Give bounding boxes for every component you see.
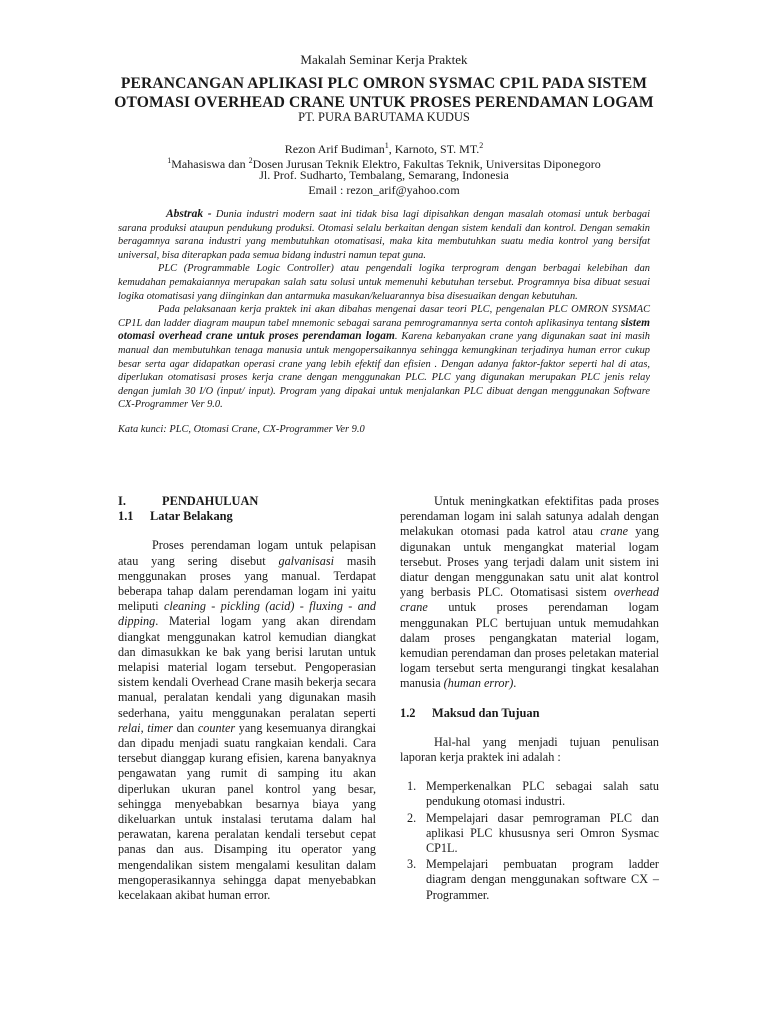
right-column [400, 494, 659, 904]
abstract [118, 208, 650, 412]
abstract-paragraph-1 [118, 208, 650, 262]
author-1-sup: 1 [384, 141, 389, 150]
rp1-text-4: . [513, 676, 517, 691]
address: Jl. Prof. Sudharto, Tembalang, Semarang, Indonesia [259, 168, 509, 182]
goal-number: 3. [407, 857, 417, 872]
rp1-italic-2: overhead crane [400, 585, 659, 615]
background-paragraph [118, 538, 376, 903]
company-name: PT. PURA BARUTAMA KUDUS [298, 110, 470, 124]
bg-italic-3: relai, timer [118, 720, 173, 735]
bg-italic-2: cleaning - pickling (acid) - fluxing - and dipping [118, 599, 376, 629]
section-title: PENDAHULUAN [162, 494, 259, 508]
abstract-p3-after: . Karena kebanyakan crane yang digunakan saat ini masih manual dan membutuhkan tenaga manusia untuk mengopersaikannya sehingga kemungkinan terjadinya human error cukup besar serta agar didapatkan operasi crane yang lebih efektif dan efisien . Dengan adanya faktor-faktor seperti hal di atas, diperlukan otomatisasi proses kerja crane dengan menggunakan PLC. PLC yang digunakan merupakan PLC jenis relay dengan jumlah 30 I/O (input/ input). Program yang dipakai untuk menjalankan PLC dibuat dengan menggunakan Software CX-Programmer Ver 9.0. [118, 331, 650, 411]
bg-text-3: . Material logam yang akan direndam diangkat menggunakan katrol kemudian diangkat dan dimasukkan ke bak yang berisi larutan untuk melapisi material logam tersebut. Pengoperasian sistem kendali Overhead Crane masih bekerja secara manual, peralatan kendali yang digunakan masih sederhana, yaitu menggunakan peralatan seperti [118, 614, 376, 720]
abstract-p3-before: Pada pelaksanaan kerja praktek ini akan dibahas mengenai dasar teori PLC, pengenalan PLC OMRON SYSMAC CP1L dan ladder diagram maupun tabel mnemonic sebagai sarana pemrogramannya serta contoh aplikasinya tentang [118, 304, 650, 329]
aff-mid: Mahasiswa dan [171, 157, 249, 171]
left-column [118, 494, 376, 903]
list-item [400, 811, 659, 857]
goal-text: Memperkenalkan PLC sebagai salah satu pendukung otomasi industri. [426, 779, 659, 809]
bg-italic-4: counter [197, 720, 236, 735]
bg-text-1: Proses perendaman logam untuk pelapisan atau yang sering disebut [118, 538, 376, 568]
abstract-p1-text: Dunia industri modern saat ini tidak bisa lagi dipisahkan dengan masalah otomasi untuk berbagai sarana produksi ataupun pendukung produksi. Otomasi selalu berkaitan dengan sistem kendali dan kontrol. Dengan semakin beragamnya sarana industri yang membutuhkan otomatisasi, maka kita membutuhkan suatu media kontrol yang bersifat universal, bisa diterapkan pada semua bidang industri namun tepat guna. [118, 209, 650, 261]
subsection-number: 1.2 [400, 705, 416, 720]
email: Email : rezon_arif@yahoo.com [308, 183, 460, 197]
section-heading-1 [118, 494, 376, 509]
aff-sup-1: 1 [167, 156, 172, 165]
aff-rest: Dosen Jurusan Teknik Elektro, Fakultas Teknik, Universitas Diponegoro [252, 157, 601, 171]
author-2-sup: 2 [479, 141, 484, 150]
list-item [400, 857, 659, 903]
subsection-number: 1.1 [118, 509, 134, 524]
author-1: Rezon Arif Budiman [284, 142, 385, 156]
author-separator: , [388, 142, 395, 156]
paper-title-line-2: OTOMASI OVERHEAD CRANE UNTUK PROSES PERENDAMAN LOGAM [114, 94, 654, 111]
rp1-text-3: untuk proses perendaman logam menggunakan PLC bertujuan untuk memudahkan dalam proses pengangkatan material logam, kemudian perendaman dan proses peletakan material logam tersebut serta mengurangi tingkat kesalahan manusia [400, 600, 659, 691]
abstract-paragraph-2: PLC (Programmable Logic Controller) atau pengendali logika terprogram dengan berbagai kelebihan dan kemudahan pemakaiannya merupakan salah satu solusi untuk memenuhi kebutuhan tersebut. Programnya bisa dibuat sesuai logika otomatisasi yang diinginkan dan antarmuka masukan/keluarannya bisa disesuaikan dengan kebutuhan. [118, 263, 650, 302]
right-paragraph-1 [400, 494, 659, 692]
goal-number: 2. [407, 810, 417, 825]
aff-sup-2: 2 [248, 156, 253, 165]
abstract-highlight: sistem otomasi overhead crane untuk proses perendaman logam [118, 316, 650, 343]
rp1-text-2: yang digunakan untuk mengangkat material logam tersebut. Proses yang terjadi dalam unit sistem ini diatur dengan menggunakan satu unit alat kontrol yang berbasis PLC. Otomatisasi sistem [400, 524, 659, 600]
goal-text: Mempelajari pembuatan program ladder diagram dengan menggunakan software CX – Programmer. [426, 857, 659, 902]
keywords: Kata kunci: PLC, Otomasi Crane, CX-Programmer Ver 9.0 [118, 424, 365, 435]
bg-text-4: dan [172, 720, 198, 735]
subsection-heading-1-2 [400, 706, 659, 721]
bg-italic-1: galvanisasi [278, 553, 334, 568]
goal-text: Mempelajari dasar pemrograman PLC dan aplikasi PLC khususnya seri Omron Sysmac CP1L. [426, 810, 659, 856]
running-header: Makalah Seminar Kerja Praktek [300, 52, 468, 67]
list-item [400, 779, 659, 809]
subsection-heading-1-1 [118, 509, 376, 524]
abstract-label: Abstrak - [166, 208, 212, 220]
goal-number: 1. [407, 779, 417, 794]
goals-intro: Hal-hal yang menjadi tujuan penulisan laporan kerja praktek ini adalah : [400, 734, 659, 765]
section-number: I. [118, 494, 126, 508]
goals-list [400, 779, 659, 903]
subsection-title: Latar Belakang [150, 509, 233, 524]
rp1-text-1: Untuk meningkatkan efektifitas pada proses perendaman logam ini salah satunya adalah dengan melakukan otomasi pada katrol atau [400, 494, 659, 539]
bg-text-2: masih menggunakan proses yang manual. Terdapat beberapa tahap dalam perendaman logam ini yaitu meliputi [118, 553, 376, 614]
subsection-title: Maksud dan Tujuan [432, 705, 540, 720]
paper-title-line-1: PERANCANGAN APLIKASI PLC OMRON SYSMAC CP1L PADA SISTEM [120, 75, 648, 92]
author-2: Karnoto, ST. MT. [394, 142, 480, 156]
bg-text-5: yang kesemuanya dirangkai dan dipadu menjadi suatu rangkaian kendali. Cara tersebut dianggap kurang efisien, karena banyaknya pengawatan yang rumit di samping itu akan diperlukan ukuran panel kontrol yang besar, sehingga menyebabkan besarnya biaya yang dikeluarkan untuk instalasi terutama dalam hal perawatan, karena peralatan kendali tersebut cepat panas dan aus. Disamping itu operator yang mengendalikan sistem mengalami kesulitan dalam mengoperasikannya sehingga dapat menyebabkan kecelakaan akibat human error. [118, 720, 376, 903]
rp1-italic-1: crane [600, 524, 629, 539]
rp1-italic-3: (human error) [443, 676, 514, 691]
abstract-paragraph-3 [118, 303, 650, 412]
